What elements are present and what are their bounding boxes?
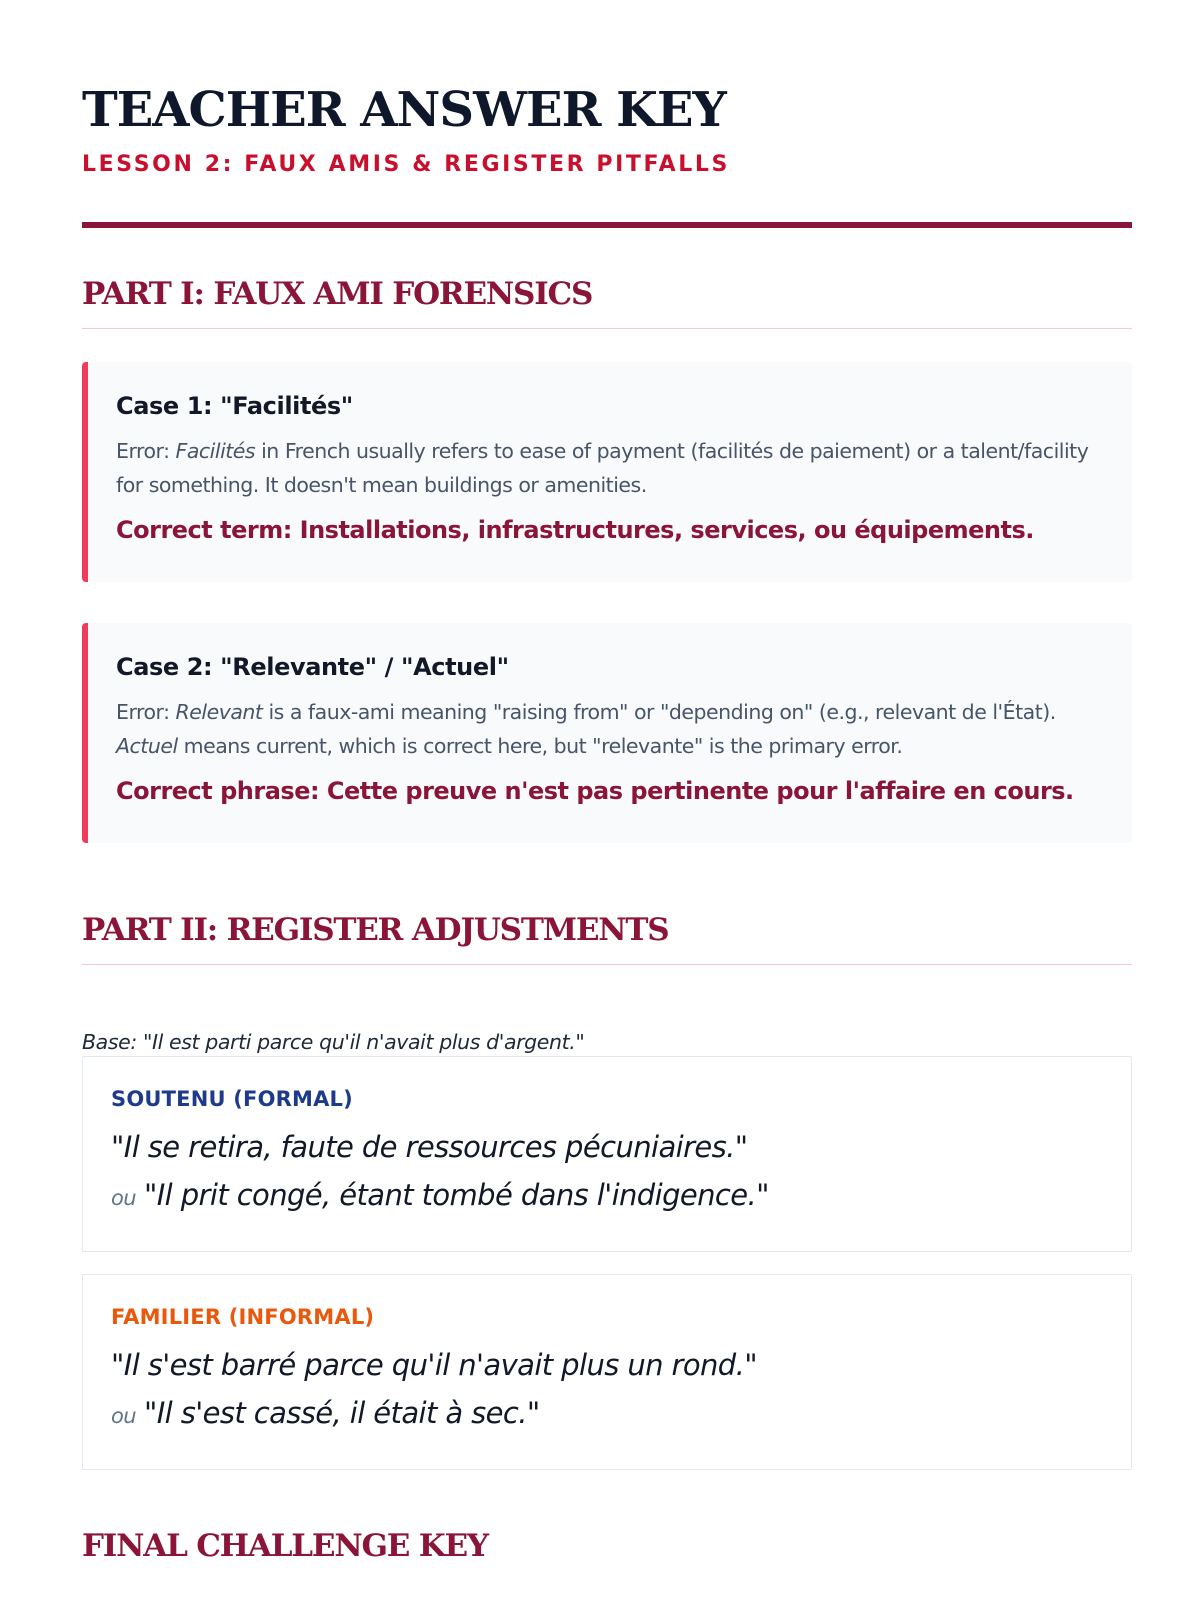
case-title: Case 2: "Relevante" / "Actuel": [116, 653, 509, 681]
case-card-1: [82, 362, 1132, 582]
base-sentence: Base: "Il est parti parce qu'il n'avait plus d'argent.": [82, 1030, 585, 1054]
error-text: in French usually refers to ease of payment (facilités de paiement) or a talent/facility for something. It doesn't mean buildings or amenities.: [116, 439, 1089, 497]
register-card-formal: [82, 1056, 1132, 1252]
register-label: SOUTENU (FORMAL): [111, 1087, 353, 1111]
section-heading-part2: PART II: REGISTER ADJUSTMENTS: [82, 912, 1132, 965]
error-text: is a faux-ami meaning "raising from" or "depending on" (e.g., relevant de l'État).: [262, 700, 1056, 724]
case-correct-answer: Correct term: Installations, infrastructures, services, ou équipements.: [116, 516, 1034, 544]
case-title: Case 1: "Facilités": [116, 392, 353, 420]
error-term: Relevant: [175, 700, 263, 724]
case-correct-answer: Correct phrase: Cette preuve n'est pas pertinente pour l'affaire en cours.: [116, 777, 1074, 805]
page-title: TEACHER ANSWER KEY: [82, 82, 726, 138]
register-alternative: [111, 1171, 1103, 1222]
register-example: "Il s'est barré parce qu'il n'avait plus un rond.": [111, 1348, 757, 1382]
page-subtitle: LESSON 2: FAUX AMIS & REGISTER PITFALLS: [82, 152, 730, 177]
error-term: Facilités: [175, 439, 256, 463]
register-example: "Il s'est cassé, il était à sec.": [143, 1396, 540, 1430]
register-label: FAMILIER (INFORMAL): [111, 1305, 375, 1329]
section-heading-part1: PART I: FAUX AMI FORENSICS: [82, 276, 1132, 329]
case-error: [116, 434, 1092, 502]
case-error: [116, 695, 1092, 763]
error-term: Actuel: [116, 734, 178, 758]
register-example: "Il se retira, faute de ressources pécuniaires.": [111, 1130, 748, 1164]
section-heading-final: FINAL CHALLENGE KEY: [82, 1528, 488, 1564]
or-label: ou: [111, 1186, 136, 1210]
title-divider: [82, 222, 1132, 228]
register-card-informal: [82, 1274, 1132, 1470]
error-text: means current, which is correct here, but "relevante" is the primary error.: [177, 734, 903, 758]
case-card-2: [82, 623, 1132, 843]
register-alternative: [111, 1389, 1103, 1440]
register-example: "Il prit congé, étant tombé dans l'indigence.": [143, 1178, 769, 1212]
or-label: ou: [111, 1404, 136, 1428]
error-prefix: Error:: [116, 700, 176, 724]
error-prefix: Error:: [116, 439, 176, 463]
